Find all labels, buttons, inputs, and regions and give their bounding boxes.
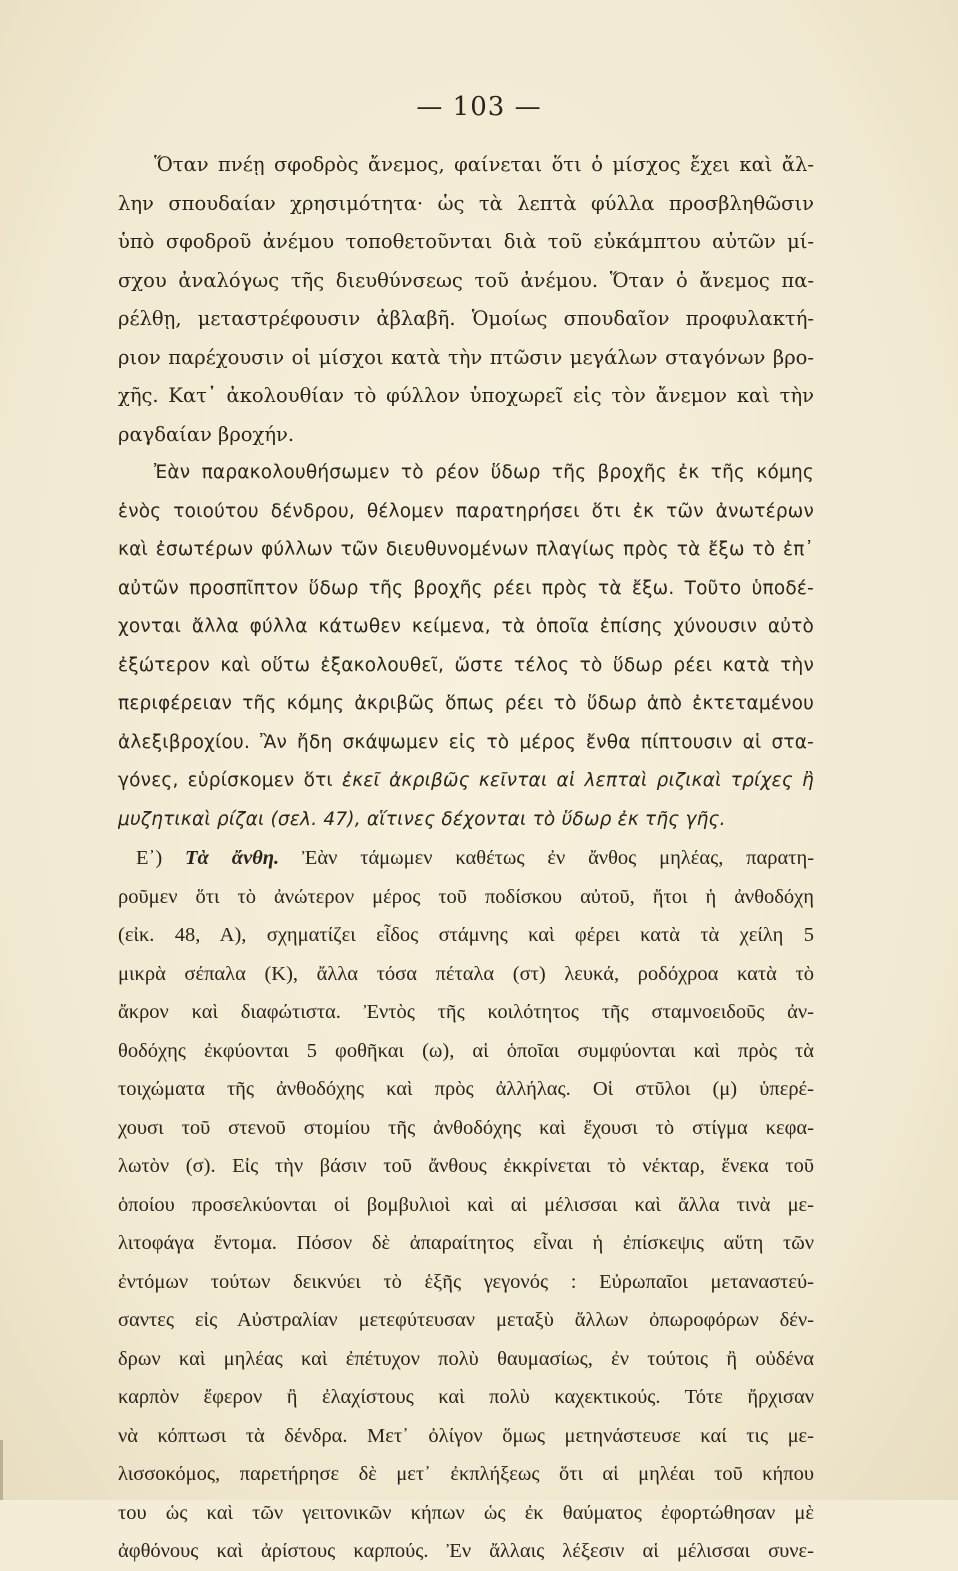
- text-line: ὁποίου προσελκύονται οἱ βομβυλιοὶ καὶ αἱ μέλισσαι καὶ ἄλλα τινὰ με-: [118, 1193, 814, 1216]
- page-number: — 103 —: [416, 92, 542, 122]
- text-line: αὐτῶν προσπῖπτον ὕδωρ τῆς βροχῆς ρέει πρὸς τὰ ἔξω. Τοῦτο ὑποδέ-: [118, 577, 814, 599]
- page-edge-mark: [0, 1440, 3, 1500]
- text-line: ἄκρον καὶ διαφώτιστα. Ἐντὸς τῆς κοιλότητος τῆς σταμνοειδοῦς ἀν-: [118, 1001, 814, 1023]
- text-line: ρέλθῃ, μεταστρέφουσιν ἀβλαβῆ. Ὁμοίως σπουδαῖον προφυλακτή-: [118, 307, 814, 330]
- text-line: σχου ἀναλόγως τῆς διευθύνσεως τοῦ ἀνέμου. Ὅταν ὁ ἄνεμος πα-: [118, 268, 814, 292]
- text-line: τοιχώματα τῆς ἀνθοδόχης καὶ πρὸς ἀλλήλας. Οἱ στῦλοι (μ) ὑπερέ-: [118, 1078, 814, 1100]
- text-line: του ὡς καὶ τῶν γειτονικῶν κήπων ὡς ἐκ θαύματος ἐφορτώθησαν μὲ: [118, 1501, 814, 1524]
- text-line: περιφέρειαν τῆς κόμης ἀκριβῶς ὅπως ρέει τὸ ὕδωρ ἀπὸ ἐκτεταμένου: [118, 693, 814, 714]
- text-line: ἀφθόνους καὶ ἀρίστους καρπούς. Ἐν ἄλλαις λέξεσιν αἱ μέλισσαι συνε-: [118, 1540, 814, 1562]
- text-fragment: Ἐὰν τάμωμεν καθέτως ἐν ἄνθος μηλέας, παρατη-: [302, 847, 814, 869]
- body-text: [118, 146, 814, 1571]
- text-line: ριον παρέχουσιν οἱ μίσχοι κατὰ τὴν πτῶσιν μεγάλων σταγόνων βρο-: [118, 345, 814, 369]
- text-line: ροῦμεν ὅτι τὸ ἀνώτερον μέρος τοῦ ποδίσκου αὐτοῦ, ἤτοι ἡ ἀνθοδόχη: [118, 885, 814, 908]
- text-line: ραγδαίαν βροχήν.: [118, 422, 295, 446]
- text-line: χουσι τοῦ στενοῦ στομίου τῆς ἀνθοδόχης καὶ ἔχουσι τὸ στίγμα κεφα-: [118, 1116, 814, 1139]
- text-line: Ὅταν πνέῃ σφοδρὸς ἄνεμος, φαίνεται ὅτι ὁ μίσχος ἔχει καὶ ἄλ-: [154, 153, 814, 176]
- text-line: ἑνὸς τοιούτου δένδρου, θέλομεν παρατηρήσει ὅτι ἐκ τῶν ἀνωτέρων: [118, 500, 814, 522]
- text-line: χῆς. Κατ᾽ ἀκολουθίαν τὸ φύλλον ὑποχωρεῖ εἰς τὸν ἄνεμον καὶ τὴν: [118, 384, 814, 407]
- text-line: χονται ἄλλα φύλλα κάτωθεν κείμενα, τὰ ὁποῖα ἐπίσης χύνουσιν αὐτὸ: [118, 616, 814, 637]
- text-line: μυζητικαὶ ρίζαι (σελ. 47), αἵτινες δέχονται τὸ ὕδωρ ἐκ τῆς γῆς.: [118, 808, 726, 830]
- text-line: ἐξώτερον καὶ οὕτω ἐξακολουθεῖ, ὥστε τέλος τὸ ὕδωρ ρέει κατὰ τὴν: [118, 654, 814, 676]
- section-number: Ε᾽): [136, 847, 163, 869]
- text-line: λην σπουδαίαν χρησιμότητα· ὡς τὰ λεπτὰ φύλλα προσβληθῶσιν: [118, 191, 814, 215]
- text-line: λιτοφάγα ἔντομα. Πόσον δὲ ἀπαραίτητος εἶναι ἡ ἐπίσκεψις αὕτη τῶν: [118, 1232, 814, 1254]
- text-line: σαντες εἰς Αὐστραλίαν μετεφύτευσαν μεταξὺ ἄλλων ὀπωροφόρων δέν-: [118, 1309, 814, 1331]
- text-line: (εἰκ. 48, Α), σχηματίζει εἶδος στάμνης καὶ φέρει κατὰ τὰ χείλη 5: [118, 924, 814, 946]
- text-line: καὶ ἐσωτέρων φύλλων τῶν διευθυνομένων πλαγίως πρὸς τὰ ἔξω τὸ ἐπ᾽: [118, 539, 814, 560]
- text-line: καρπὸν ἔφερον ἢ ἐλαχίστους καὶ πολὺ καχεκτικούς. Τότε ἤρχισαν: [118, 1386, 814, 1408]
- section-heading: Τὰ ἄνθη.: [185, 847, 280, 869]
- text-line: [118, 762, 814, 801]
- text-line: μικρὰ σέπαλα (Κ), ἄλλα τόσα πέταλα (στ) λευκά, ροδόχροα κατὰ τὸ: [118, 962, 814, 985]
- text-line: ἀλεξιβροχίου. Ἂν ἤδη σκάψωμεν εἰς τὸ μέρος ἔνθα πίπτουσιν αἱ στα-: [118, 731, 814, 753]
- text-line: νὰ κόπτωσι τὰ δένδρα. Μετ᾽ ὀλίγον ὅμως μετηνάστευσε καί τις με-: [118, 1424, 814, 1447]
- italic-fragment: ἐκεῖ ἀκριβῶς κεῖνται αἱ λεπταὶ ριζικαὶ τρίχες ἢ: [342, 770, 814, 791]
- text-line: ἐντόμων τούτων δεικνύει τὸ ἑξῆς γεγονός : Εὐρωπαῖοι μεταναστεύ-: [118, 1270, 814, 1293]
- text-line: [118, 839, 814, 878]
- text-line: θοδόχης ἐκφύονται 5 φοθῆκαι (ω), αἱ ὁποῖαι συμφύονται καὶ πρὸς τὰ: [118, 1039, 814, 1062]
- text-line: δρων καὶ μηλέας καὶ ἐπέτυχον πολὺ θαυμασίως, ἐν τούτοις ἢ οὐδένα: [118, 1347, 814, 1370]
- text-line: ὑπὸ σφοδροῦ ἀνέμου τοποθετοῦνται διὰ τοῦ εὐκάμπτου αὐτῶν μί-: [118, 230, 814, 253]
- text-line: λισσοκόμος, παρετήρησε δὲ μετ᾽ ἐκπλήξεως ὅτι αἱ μηλέαι τοῦ κήπου: [118, 1463, 814, 1485]
- text-line: λωτὸν (σ). Εἰς τὴν βάσιν τοῦ ἄνθους ἐκκρίνεται τὸ νέκταρ, ἕνεκα τοῦ: [118, 1155, 814, 1177]
- text-fragment: γόνες, εὑρίσκομεν ὅτι: [118, 770, 333, 791]
- text-line: Ἐὰν παρακολουθήσωμεν τὸ ρέον ὕδωρ τῆς βροχῆς ἐκ τῆς κόμης: [154, 462, 814, 483]
